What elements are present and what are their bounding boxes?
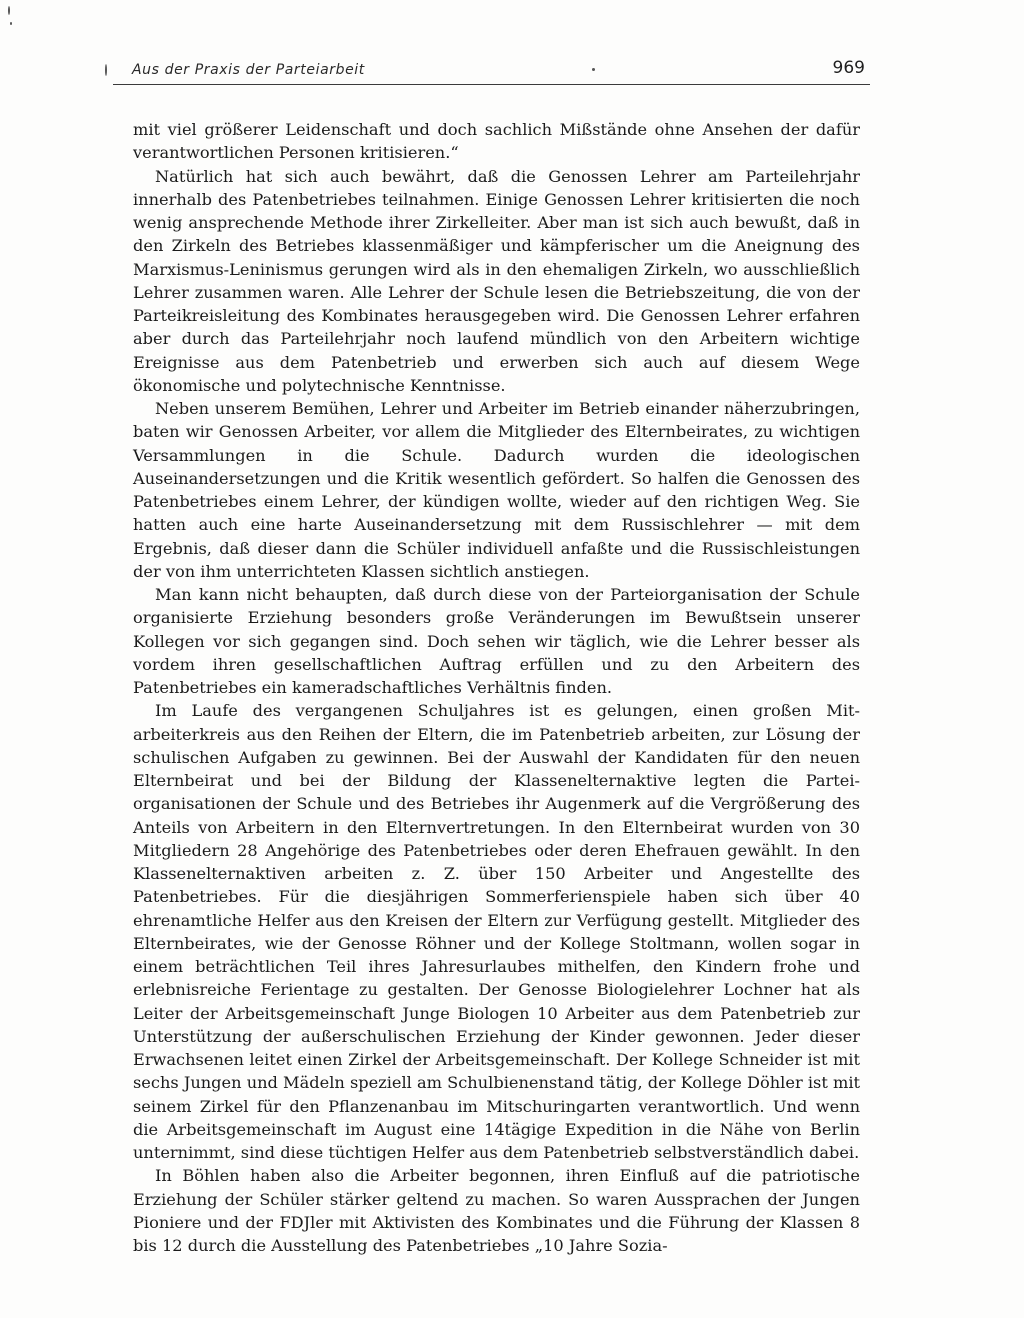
article-body (133, 118, 860, 1257)
paragraph: Im Laufe des vergangenen Schuljahres ist es gelungen, einen großen Mitarbeiterkreis aus den Reihen der Eltern, die im Patenbetrieb arbeiten, zur Lösung der schulischen Aufgaben zu gewinnen. Bei der Auswahl der Kandidaten für den neuen Elternbeirat und bei der Bildung der Klassenelternaktive legten die Parteiorganisationen der Schule und des Betriebes ihr Augenmerk auf die Vergrößerung des Anteils von Arbeitern in den Elternvertretungen. In den Elternbeirat wurden von 30 Mitgliedern 28 Angehörige des Patenbetriebes oder deren Ehefrauen gewählt. In den Klassenelternaktiven arbeiten z. Z. über 150 Arbeiter und Angestellte des Patenbetriebes. Für die diesjährigen Sommerferienspiele haben sich über 40 ehrenamtliche Helfer aus den Kreisen der Eltern zur Verfügung gestellt. Mitglieder des Elternbeirates, wie der Genosse Röhner und der Kollege Stoltmann, wollen sogar in einem beträchtlichen Teil ihres Jahresurlaubes mithelfen, den Kindern frohe und erlebnisreiche Ferientage zu gestalten. Der Genosse Biologielehrer Lochner hat als Leiter der Arbeitsgemeinschaft Junge Biologen 10 Arbeiter aus dem Patenbetrieb zur Unterstützung der außerschulischen Erziehung der Kinder gewonnen. Jeder dieser Erwachsenen leitet einen Zirkel der Arbeitsgemeinschaft. Der Kollege Schneider ist mit sechs Jungen und Mädeln speziell am Schulbienenstand tätig, der Kollege Döhler ist mit seinem Zirkel für den Pflanzenanbau im Mitschuringarten verantwortlich. Und wenn die Arbeitsgemeinschaft im August eine 14tägige Expedition in die Nähe von Berlin unternimmt, sind diese tüchtigen Helfer aus dem Patenbetrieb selbstverständlich dabei. (133, 701, 860, 1162)
page-header (105, 58, 865, 86)
running-head: Aus der Praxis der Parteiarbeit (132, 62, 365, 78)
paragraph: Neben unserem Bemühen, Lehrer und Arbeiter im Betrieb einander näherzubringen, baten wir Genossen Arbeiter, vor allem die Mitglieder des Elternbeirates, zu wichtigen Versammlungen in die Schule. Dadurch wurden die ideologischen Auseinandersetzungen und die Kritik wesentlich gefördert. So halfen die Genossen des Patenbetriebes einem Lehrer, der kündigen wollte, wieder auf den richtigen Weg. Sie hatten auch eine harte Auseinandersetzung mit dem Russischlehrer — mit dem Ergebnis, daß dieser dann die Schüler individuell anfaßte und die Russischleistungen der von ihm unterrichteten Klassen sichtlich anstiegen. (133, 399, 860, 581)
scan-speck (10, 22, 12, 25)
paragraph: In Böhlen haben also die Arbeiter begonnen, ihren Einfluß auf die patriotische Erziehung der Schüler stärker geltend zu machen. So waren Aussprachen der Jungen Pioniere und der FDJler mit Aktivisten des Kombinates und die Führung der Klassen 8 bis 12 durch die Ausstellung des Patenbetriebes „10 Jahre Sozia- (133, 1166, 860, 1255)
header-rule (113, 84, 870, 85)
scan-speck (8, 6, 10, 15)
paragraph: Natürlich hat sich auch bewährt, daß die Genossen Lehrer am Parteilehrjahr innerhalb des Patenbetriebes teilnahmen. Einige Genossen Lehrer kritisierten die noch wenig ansprechende Methode ihrer Zirkelleiter. Aber man ist sich auch bewußt, daß in den Zirkeln des Betriebes klassenmäßiger und kämpferischer um die Aneignung des Marxismus-Leninismus gerungen wird als in den ehemaligen Zirkeln, wo ausschließlich Lehrer zusammen waren. Alle Lehrer der Schule lesen die Betriebszeitung, die von der Parteikreisleitung des Kombinates herausgegeben wird. Die Genossen Lehrer erfahren aber durch das Parteilehrjahr noch laufend mündlich von den Arbeitern wichtige Ereignisse aus dem Patenbetrieb und erwerben sich auch auf diesem Wege ökonomische und polytechnische Kenntnisse. (133, 166, 860, 395)
paragraph: Man kann nicht behaupten, daß durch diese von der Parteiorganisation der Schule organisierte Erziehung besonders große Veränderungen im Bewußtsein unserer Kollegen vor sich gegangen sind. Doch sehen wir täglich, wie die Lehrer besser als vordem ihren gesellschaftlichen Auftrag erfüllen und zu den Arbeitern des Patenbetriebes ein kameradschaftliches Verhältnis finden. (133, 585, 860, 697)
scan-speck (592, 68, 595, 71)
paragraph: mit viel größerer Leidenschaft und doch sachlich Mißstände ohne Ansehen der dafür verantwortlichen Personen kritisieren.“ (133, 120, 860, 163)
page-number: 969 (832, 58, 865, 78)
scan-speck (105, 64, 107, 76)
